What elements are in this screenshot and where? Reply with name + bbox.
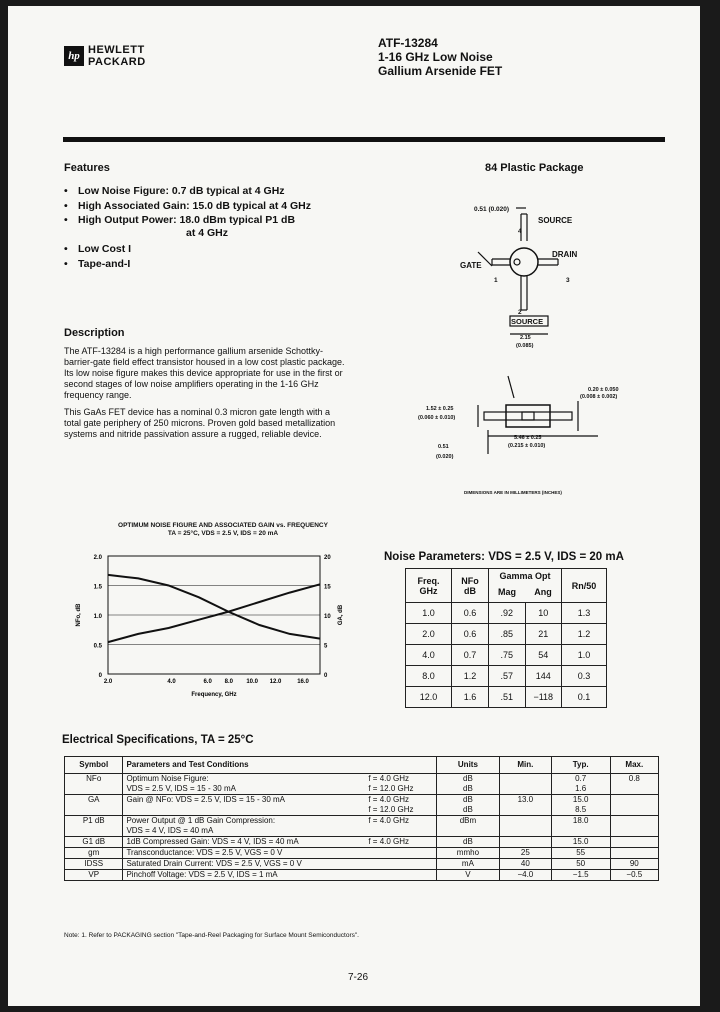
np-cell: 4.0 (406, 645, 452, 666)
dim-lead2-label: (0.020) (436, 454, 454, 460)
es-units-text: V (465, 870, 471, 879)
es-param-text: 1dB Compressed Gain: VDS = 4 V, IDS = 40 mA (126, 837, 299, 846)
features-heading: Features (64, 162, 110, 174)
es-param (123, 870, 365, 881)
dim-len2-label: (0.215 ± 0.010) (508, 443, 546, 449)
es-max (610, 848, 658, 859)
es-param-text: Saturated Drain Current: VDS = 2.5 V, VGS = 0 V (126, 859, 302, 868)
page-number: 7-26 (348, 972, 369, 983)
es-max (610, 837, 658, 848)
es-units (436, 848, 499, 859)
es-head-symbol: Symbol (65, 757, 123, 774)
es-typ (551, 816, 610, 837)
es-param-text: Gain @ NFo: VDS = 2.5 V, IDS = 15 - 30 mA (126, 795, 285, 804)
np-cell: 1.0 (562, 645, 607, 666)
es-max (610, 816, 658, 837)
es-units-text: mA (461, 859, 474, 868)
es-max (610, 870, 658, 881)
es-typ (551, 837, 610, 848)
es-typ-text: 15.0 (572, 837, 589, 846)
es-min (499, 774, 551, 795)
feature-text: Low Noise Figure: 0.7 dB typical at 4 GHz (78, 185, 285, 197)
company-line2: PACKARD (88, 56, 146, 68)
es-min-text: 13.0 (517, 795, 534, 804)
es-symbol-text: P1 dB (82, 816, 105, 825)
es-typ (551, 848, 610, 859)
gate-label: GATE (460, 261, 482, 270)
dim-width-label: 2.15 (520, 335, 531, 341)
es-symbol (65, 848, 123, 859)
feature-item: • High Output Power: 18.0 dBm typical P1 dB (64, 214, 296, 226)
es-typ-text: −1.5 (572, 870, 589, 879)
es-row (65, 870, 659, 881)
es-typ (551, 870, 610, 881)
feature-item: • Low Noise Figure: 0.7 dB typical at 4 GHz (64, 185, 285, 197)
es-cond-text: f = 12.0 GHz (368, 784, 414, 793)
es-symbol-text: NFo (86, 774, 102, 783)
np-head-freq-text: Freq. (417, 575, 440, 586)
y-left-tick: 0.5 (93, 643, 102, 650)
pin1-label: 1 (494, 277, 498, 284)
x-tick: 16.0 (297, 679, 309, 685)
es-max (610, 795, 658, 816)
description-p2: This GaAs FET device has a nominal 0.3 micron gate length with a total gate periphery of 250 microns. Proven gold based metallization systems and nitride passivation assure a rugged, reliable device. (64, 407, 336, 439)
es-param-text: Pinchoff Voltage: VDS = 2.5 V, IDS = 1 mA (126, 870, 278, 879)
pin2-label: 2 (518, 309, 522, 316)
np-row (406, 666, 607, 687)
es-min-text: 25 (520, 848, 530, 857)
x-tick: 4.0 (167, 679, 176, 685)
es-row (65, 837, 659, 848)
hp-logo-icon: hp (64, 46, 84, 66)
noise-gain-chart (72, 544, 362, 704)
np-row (406, 603, 607, 624)
es-typ-text: 18.0 (572, 816, 589, 825)
package-body-side (506, 405, 550, 427)
package-heading: 84 Plastic Package (485, 162, 584, 174)
y-left-tick: 2.0 (93, 555, 102, 561)
es-symbol-text: GA (87, 795, 100, 804)
es-min-text: 40 (520, 859, 530, 868)
y-right-tick: 0 (324, 673, 328, 679)
feature-item: • Low Cost I (64, 243, 132, 255)
es-units-text: dB (463, 784, 473, 793)
es-cond (365, 870, 436, 881)
dim-lead1-label: 0.51 (438, 444, 449, 450)
feature-item: • High Associated Gain: 15.0 dB typical at 4 GHz (64, 200, 312, 212)
dimensions-note: DIMENSIONS ARE IN MILLIMETERS (INCHES) (464, 490, 562, 495)
features-list (64, 184, 311, 272)
es-row (65, 795, 659, 816)
es-max (610, 859, 658, 870)
es-typ-text: 50 (576, 859, 586, 868)
part-subtitle-2: Gallium Arsenide FET (378, 64, 503, 78)
feature-item: • Tape-and-I (64, 258, 131, 270)
y-right-tick: 5 (324, 643, 328, 650)
y-left-tick: 1.0 (93, 614, 102, 620)
y-right-label: GA, dB (338, 604, 344, 626)
np-cell: .92 (489, 603, 526, 624)
drain-label: DRAIN (552, 250, 578, 259)
es-cond-text: f = 12.0 GHz (368, 805, 414, 814)
es-units (436, 795, 499, 816)
es-units (436, 870, 499, 881)
dim-h1-label: 1.52 ± 0.25 (426, 406, 454, 412)
np-head-mag: Mag (489, 582, 526, 603)
part-subtitle-1: 1-16 GHz Low Noise (378, 50, 493, 64)
np-cell: 1.2 (452, 666, 489, 687)
np-cell: .51 (489, 687, 526, 708)
np-cell: 10 (525, 603, 562, 624)
noise-params-table (405, 568, 607, 708)
x-tick: 12.0 (269, 679, 282, 685)
company-line1: HEWLETT (88, 44, 145, 56)
np-head-nfo-unit: dB (464, 585, 476, 596)
np-cell: 54 (525, 645, 562, 666)
np-head-nfo-text: NFo (461, 575, 479, 586)
description-heading: Description (64, 327, 125, 339)
es-row (65, 774, 659, 795)
dim-thick1-label: 0.20 ± 0.050 (588, 387, 619, 393)
package-drawing (418, 186, 668, 495)
es-cond (365, 816, 436, 837)
es-row (65, 848, 659, 859)
np-cell: .75 (489, 645, 526, 666)
pin4-label: 4 (518, 228, 522, 235)
es-units (436, 774, 499, 795)
es-typ-text: 1.6 (575, 784, 587, 793)
x-axis-label: Frequency, GHz (191, 692, 237, 698)
es-typ-text: 8.5 (575, 805, 587, 814)
es-param (123, 848, 365, 859)
es-cond (365, 774, 436, 795)
es-row (65, 816, 659, 837)
part-number: ATF-13284 (378, 36, 438, 50)
es-cond (365, 859, 436, 870)
es-max (610, 774, 658, 795)
np-cell: 1.6 (452, 687, 489, 708)
np-cell: −118 (525, 687, 562, 708)
es-units-text: mmho (456, 848, 480, 857)
elec-note: Note: 1. Refer to PACKAGING section "Tape-and-Reel Packaging for Surface Mount Semiconductors". (64, 932, 359, 939)
es-cond-text: f = 4.0 GHz (368, 795, 410, 804)
np-cell: 0.6 (452, 624, 489, 645)
es-symbol (65, 870, 123, 881)
es-cond (365, 795, 436, 816)
es-min (499, 837, 551, 848)
series-ga-line (108, 575, 320, 639)
datasheet-page (8, 6, 700, 1006)
np-cell: 1.0 (406, 603, 452, 624)
es-param (123, 816, 365, 837)
es-param (123, 859, 365, 870)
pin3-label: 3 (566, 277, 570, 284)
es-param (123, 795, 365, 816)
es-max-text: 0.8 (628, 774, 640, 783)
es-units (436, 859, 499, 870)
es-typ (551, 774, 610, 795)
y-left-tick: 1.5 (93, 584, 102, 591)
es-param-text: VDS = 2.5 V, IDS = 15 - 30 mA (126, 784, 236, 793)
es-cond-text: f = 4.0 GHz (368, 837, 410, 846)
feature-text: at 4 GHz (186, 227, 229, 239)
np-cell: 1.2 (562, 624, 607, 645)
np-cell: 0.7 (452, 645, 489, 666)
es-typ-text: 0.7 (575, 774, 587, 783)
es-units (436, 816, 499, 837)
y-right-tick: 15 (324, 584, 331, 591)
source-bottom-label: SOURCE (511, 317, 544, 326)
es-units (436, 837, 499, 848)
part-title (378, 36, 502, 78)
es-symbol-text: VP (88, 870, 100, 879)
es-param-text: VDS = 4 V, IDS = 40 mA (126, 826, 214, 835)
dim-len1-label: 5.46 ± 0.25 (514, 435, 542, 441)
np-body (406, 603, 607, 708)
y-left-tick: 0 (98, 673, 102, 679)
es-min (499, 859, 551, 870)
es-symbol (65, 795, 123, 816)
es-typ-text: 15.0 (572, 795, 589, 804)
es-units-text: dB (463, 795, 473, 804)
np-cell: 1.3 (562, 603, 607, 624)
np-cell: .57 (489, 666, 526, 687)
es-typ-text: 55 (576, 848, 586, 857)
es-min (499, 870, 551, 881)
noise-params-title: Noise Parameters: VDS = 2.5 V, IDS = 20 mA (384, 551, 624, 563)
y-left-label: NFo, dB (76, 603, 82, 627)
dim-thick2-label: (0.008 ± 0.002) (580, 394, 618, 400)
es-row (65, 859, 659, 870)
feature-text: High Output Power: 18.0 dBm typical P1 dB (78, 214, 296, 226)
np-head-freq-unit: GHz (419, 585, 438, 596)
es-min (499, 816, 551, 837)
np-cell: 21 (525, 624, 562, 645)
es-min (499, 795, 551, 816)
es-symbol (65, 816, 123, 837)
es-typ (551, 795, 610, 816)
description-p1: The ATF-13284 is a high performance gallium arsenide Schottky-barrier-gate field effect transistor housed in a low cost plastic package. Its low noise figure makes this device appropriate for use in the first or second stages of low noise amplifiers operating in the 1-16 GHz frequency range. (64, 346, 345, 400)
np-row (406, 687, 607, 708)
chart-title: OPTIMUM NOISE FIGURE AND ASSOCIATED GAIN vs. FREQUENCY (118, 522, 328, 529)
es-cond-text: f = 4.0 GHz (368, 774, 410, 783)
es-symbol (65, 859, 123, 870)
dim-h2-label: (0.060 ± 0.010) (418, 415, 456, 421)
es-param-text: Transconductance: VDS = 2.5 V, VGS = 0 V (126, 848, 283, 857)
es-head-units: Units (436, 757, 499, 774)
es-units-text: dB (463, 837, 473, 846)
x-tick: 6.0 (203, 679, 212, 685)
es-max-text: −0.5 (626, 870, 643, 879)
es-units-text: dBm (459, 816, 477, 825)
es-units-text: dB (463, 774, 473, 783)
es-param-text: Power Output @ 1 dB Gain Compression: (126, 816, 276, 825)
y-right-tick: 10 (324, 614, 331, 620)
np-head-nfo (452, 569, 489, 603)
np-cell: 2.0 (406, 624, 452, 645)
es-head-max: Max. (610, 757, 658, 774)
es-units-text: dB (463, 805, 473, 814)
np-head-freq (406, 569, 452, 603)
source-top-label: SOURCE (538, 216, 573, 225)
description-body (64, 346, 347, 446)
es-cond (365, 848, 436, 859)
es-symbol (65, 837, 123, 848)
chart-title-block (98, 522, 348, 538)
np-row (406, 624, 607, 645)
np-cell: 8.0 (406, 666, 452, 687)
dim-top-label: 0.51 (0.020) (474, 206, 510, 213)
es-cond (365, 837, 436, 848)
es-head-min: Min. (499, 757, 551, 774)
x-tick: 8.0 (224, 679, 234, 685)
es-symbol-text: IDSS (84, 859, 104, 868)
chart-subtitle: TA = 25°C, VDS = 2.5 V, IDS = 20 mA (167, 530, 279, 537)
es-head-param: Parameters and Test Conditions (123, 757, 436, 774)
np-cell: 12.0 (406, 687, 452, 708)
es-symbol (65, 774, 123, 795)
np-cell: .85 (489, 624, 526, 645)
feature-text: Low Cost I (78, 243, 132, 255)
elec-spec-table (64, 756, 659, 881)
np-cell: 0.3 (562, 666, 607, 687)
es-min-text: −4.0 (517, 870, 534, 879)
np-cell: 0.6 (452, 603, 489, 624)
es-typ (551, 859, 610, 870)
es-param (123, 774, 365, 795)
es-head-typ: Typ. (551, 757, 610, 774)
np-cell: 0.1 (562, 687, 607, 708)
feature-item-cont (64, 227, 311, 239)
y-right-tick: 20 (324, 555, 331, 561)
es-min (499, 848, 551, 859)
x-tick: 10.0 (246, 679, 259, 685)
company-name (88, 44, 146, 68)
x-tick: 2.0 (103, 679, 113, 685)
lead-frame (484, 412, 572, 420)
es-symbol-text: gm (88, 848, 100, 857)
np-head-ang: Ang (525, 582, 562, 603)
dim-width-in-label: (0.085) (516, 343, 534, 349)
es-max-text: 90 (629, 859, 639, 868)
np-head-gamma: Gamma Opt (489, 569, 562, 583)
es-symbol-text: G1 dB (82, 837, 106, 846)
elec-title: Electrical Specifications, TA = 25°C (62, 734, 254, 746)
header-rule (63, 137, 665, 142)
np-row (406, 645, 607, 666)
np-head-rn: Rn/50 (562, 569, 607, 603)
feature-text: High Associated Gain: 15.0 dB typical at 4 GHz (78, 200, 312, 212)
es-cond-text: f = 4.0 GHz (368, 816, 410, 825)
feature-text: Tape-and-I (78, 258, 131, 270)
np-cell: 144 (525, 666, 562, 687)
es-param (123, 837, 365, 848)
es-param-text: Optimum Noise Figure: (126, 774, 209, 783)
es-body (65, 774, 659, 881)
